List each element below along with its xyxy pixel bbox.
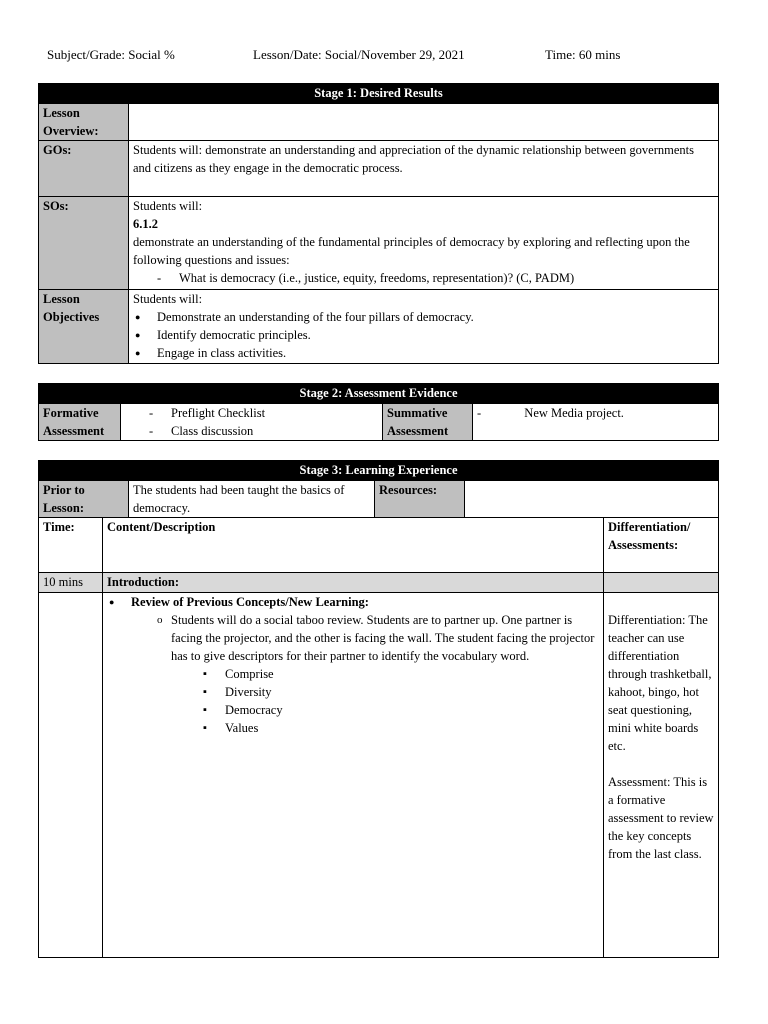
- summative-cell: [473, 404, 719, 441]
- sos-intro: Students will:: [133, 199, 203, 213]
- stage1-table: [38, 83, 719, 364]
- sos-label: SOs:: [39, 197, 129, 290]
- time-header: Time:: [39, 518, 103, 573]
- intro-diff: [604, 573, 719, 593]
- stage2-title: Stage 2: Assessment Evidence: [39, 384, 719, 404]
- objectives-label: Lesson Objectives: [39, 290, 129, 364]
- vocab-list: [107, 665, 599, 737]
- prior-label: Prior to Lesson:: [39, 481, 129, 518]
- summative-dash: -: [477, 406, 482, 420]
- objectives-cell: [129, 290, 719, 364]
- review-content-cell: [103, 593, 604, 958]
- content-header: Content/Description: [103, 518, 604, 573]
- list-item: - Class discussion: [125, 422, 378, 440]
- sos-text: demonstrate an understanding of the fundamental principles of democracy by exploring and reflecting upon the following questions and issues:: [133, 235, 690, 267]
- review-diff-cell: [604, 593, 719, 958]
- gos-label: GOs:: [39, 141, 129, 197]
- list-item: ● Demonstrate an understanding of the four pillars of democracy.: [133, 308, 714, 326]
- sos-cell: [129, 197, 719, 290]
- list-item: ● Identify democratic principles.: [133, 326, 714, 344]
- sos-code: 6.1.2: [133, 217, 158, 231]
- summative-item: New Media project.: [524, 406, 624, 420]
- list-item: - Preflight Checklist: [125, 404, 378, 422]
- stage2-table: [38, 383, 719, 441]
- prior-text: The students had been taught the basics of democracy.: [129, 481, 375, 518]
- objectives-list: [133, 308, 714, 362]
- assessment-text: Assessment: This is a formative assessment to review the key concepts from the last class.: [608, 775, 714, 861]
- list-item: ▪ Comprise: [107, 665, 599, 683]
- formative-cell: [121, 404, 383, 441]
- list-item: ▪ Diversity: [107, 683, 599, 701]
- list-item: ● Engage in class activities.: [133, 344, 714, 362]
- lesson-time: Time: 60 mins: [545, 47, 621, 62]
- formative-label: Formative Assessment: [39, 404, 121, 441]
- lesson-date: Lesson/Date: Social/November 29, 2021: [253, 47, 465, 62]
- subject-grade: Subject/Grade: Social %: [47, 47, 175, 62]
- differentiation-text: Differentiation: The teacher can use differentiation through trashketball, kahoot, bingo, hot seat questioning, mini white boards etc.: [608, 613, 712, 753]
- summative-label: Summative Assessment: [383, 404, 473, 441]
- review-time-cell: [39, 593, 103, 958]
- intro-label: Introduction:: [103, 573, 604, 593]
- intro-time: 10 mins: [39, 573, 103, 593]
- diff-header: Differentiation/ Assessments:: [604, 518, 719, 573]
- review-title: ● Review of Previous Concepts/New Learning:: [107, 593, 599, 611]
- list-item: ▪ Values: [107, 719, 599, 737]
- review-text: o Students will do a social taboo review. Students are to partner up. One partner is facing the projector, and the other is facing the wall. The student facing the projector has to give descriptors for their partner to identify the vocabulary word.: [107, 611, 599, 665]
- stage3-table: [38, 460, 719, 958]
- lesson-header: [47, 46, 727, 66]
- resources-value: [465, 481, 719, 518]
- overview-value: [129, 104, 719, 141]
- stage1-title: Stage 1: Desired Results: [39, 84, 719, 104]
- gos-text: Students will: demonstrate an understanding and appreciation of the dynamic relationship between governments and citizens as they engage in the democratic process.: [129, 141, 719, 197]
- sos-item: - What is democracy (i.e., justice, equity, freedoms, representation)? (C, PADM): [133, 269, 714, 287]
- stage3-title: Stage 3: Learning Experience: [39, 461, 719, 481]
- objectives-intro: Students will:: [133, 292, 203, 306]
- overview-label: Lesson Overview:: [39, 104, 129, 141]
- resources-label: Resources:: [375, 481, 465, 518]
- list-item: ▪ Democracy: [107, 701, 599, 719]
